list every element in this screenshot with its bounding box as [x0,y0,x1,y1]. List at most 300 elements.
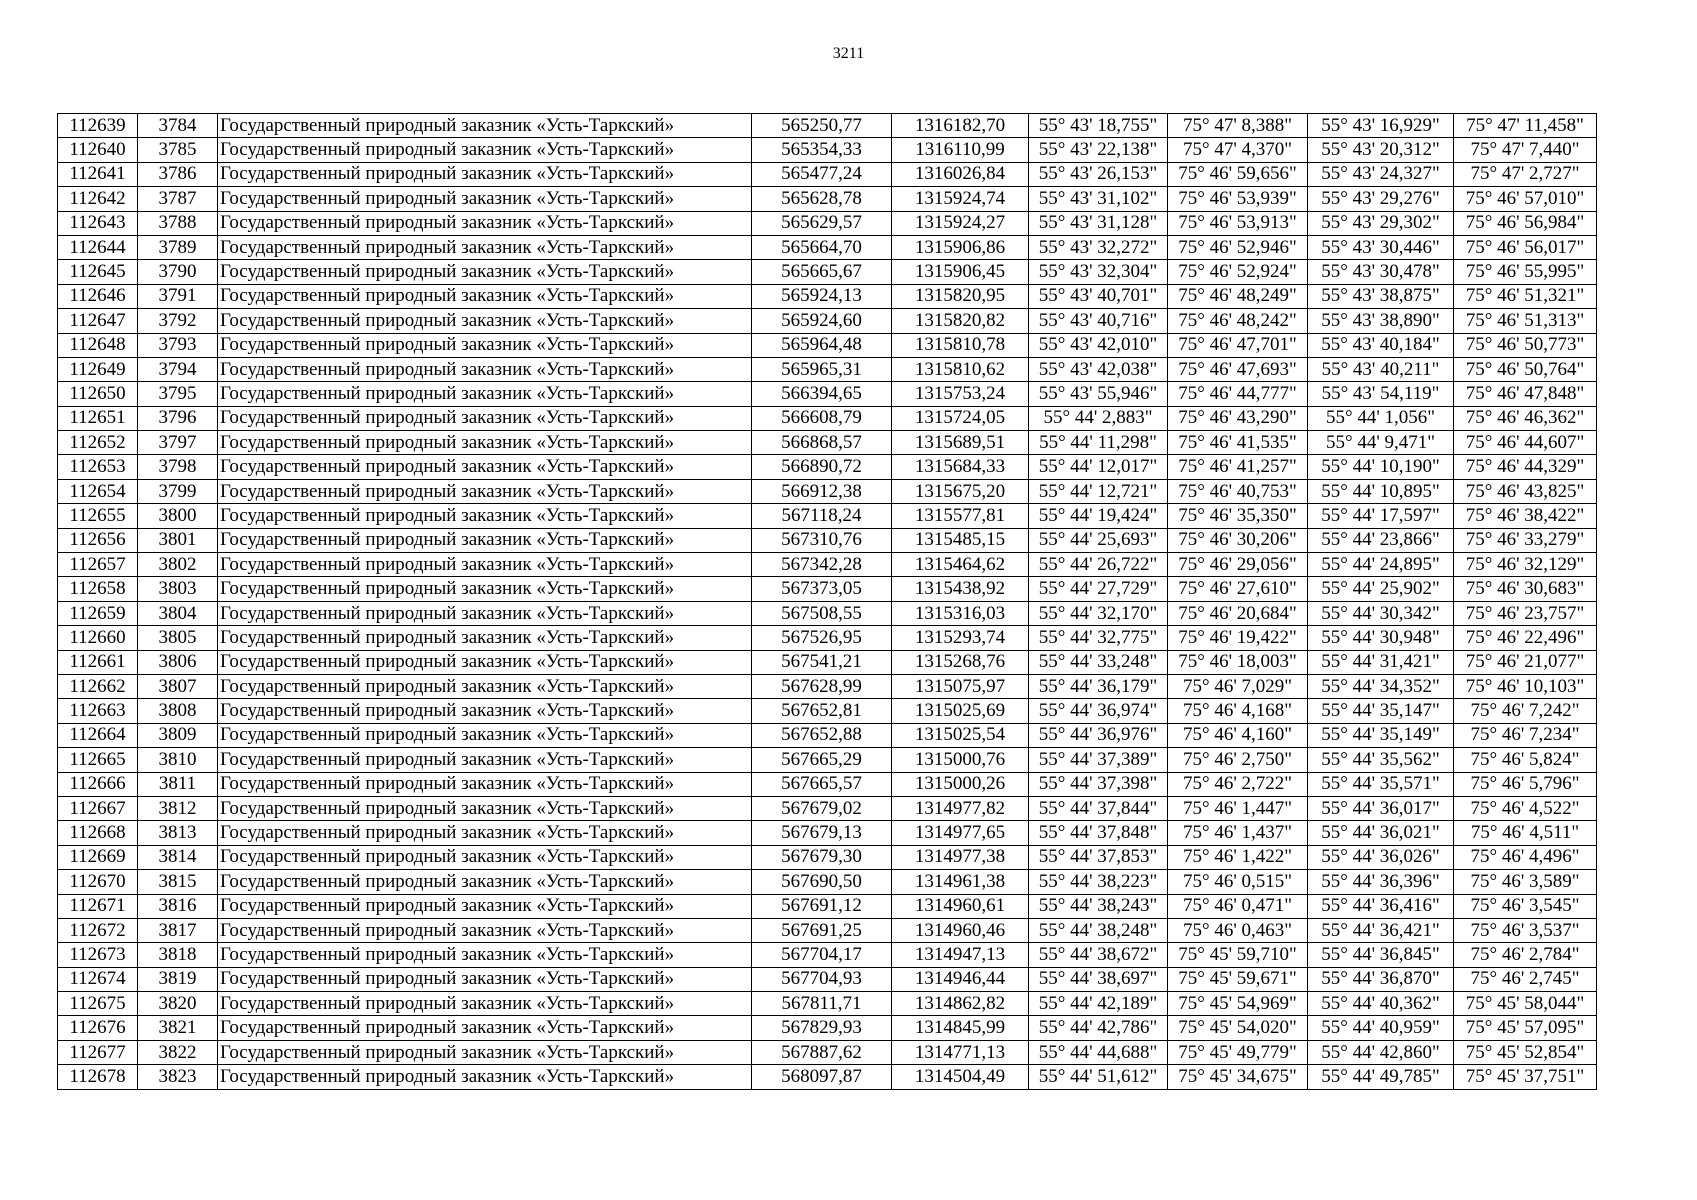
longitude-2-cell: 75° 46' 57,010" [1454,187,1597,211]
longitude-1-cell: 75° 46' 47,701" [1168,333,1308,357]
latitude-2-cell: 55° 43' 40,211" [1308,357,1454,381]
longitude-2-cell: 75° 46' 50,773" [1454,333,1597,357]
latitude-2-cell: 55° 44' 36,421" [1308,918,1454,942]
longitude-1-cell: 75° 45' 59,671" [1168,967,1308,991]
latitude-1-cell: 55° 44' 51,612" [1029,1065,1168,1089]
object-name-cell: Государственный природный заказник «Усть-Таркский» [218,992,752,1016]
latitude-1-cell: 55° 43' 31,102" [1029,187,1168,211]
object-name-cell: Государственный природный заказник «Усть-Таркский» [218,357,752,381]
point-number-cell: 3821 [138,1016,218,1040]
latitude-2-cell: 55° 44' 17,597" [1308,504,1454,528]
coordinate-x-cell: 566394,65 [752,382,892,406]
row-number-cell: 112671 [58,894,138,918]
longitude-2-cell: 75° 46' 43,825" [1454,479,1597,503]
row-number-cell: 112659 [58,601,138,625]
longitude-1-cell: 75° 45' 49,779" [1168,1040,1308,1064]
table-row [58,1040,1597,1064]
latitude-2-cell: 55° 44' 36,870" [1308,967,1454,991]
coordinate-y-cell: 1314977,65 [892,821,1029,845]
row-number-cell: 112645 [58,260,138,284]
object-name-cell: Государственный природный заказник «Усть-Таркский» [218,406,752,430]
latitude-2-cell: 55° 44' 34,352" [1308,674,1454,698]
latitude-2-cell: 55° 44' 24,895" [1308,553,1454,577]
table-row [58,748,1597,772]
longitude-2-cell: 75° 45' 58,044" [1454,992,1597,1016]
longitude-1-cell: 75° 46' 53,913" [1168,211,1308,235]
latitude-1-cell: 55° 43' 40,716" [1029,309,1168,333]
latitude-2-cell: 55° 43' 20,312" [1308,138,1454,162]
longitude-1-cell: 75° 46' 30,206" [1168,528,1308,552]
longitude-1-cell: 75° 46' 43,290" [1168,406,1308,430]
table-row [58,772,1597,796]
table-row [58,650,1597,674]
latitude-2-cell: 55° 43' 29,302" [1308,211,1454,235]
longitude-1-cell: 75° 46' 7,029" [1168,674,1308,698]
longitude-2-cell: 75° 46' 22,496" [1454,626,1597,650]
longitude-2-cell: 75° 46' 2,745" [1454,967,1597,991]
object-name-cell: Государственный природный заказник «Усть-Таркский» [218,162,752,186]
latitude-1-cell: 55° 43' 26,153" [1029,162,1168,186]
point-number-cell: 3803 [138,577,218,601]
table-row [58,943,1597,967]
row-number-cell: 112674 [58,967,138,991]
longitude-2-cell: 75° 46' 46,362" [1454,406,1597,430]
object-name-cell: Государственный природный заказник «Усть-Таркский» [218,455,752,479]
latitude-1-cell: 55° 44' 32,775" [1029,626,1168,650]
object-name-cell: Государственный природный заказник «Усть-Таркский» [218,967,752,991]
latitude-2-cell: 55° 43' 29,276" [1308,187,1454,211]
point-number-cell: 3789 [138,235,218,259]
object-name-cell: Государственный природный заказник «Усть-Таркский» [218,528,752,552]
coordinate-x-cell: 567652,81 [752,699,892,723]
point-number-cell: 3784 [138,114,218,138]
coordinate-x-cell: 567704,17 [752,943,892,967]
coordinate-y-cell: 1315753,24 [892,382,1029,406]
latitude-2-cell: 55° 43' 38,875" [1308,284,1454,308]
object-name-cell: Государственный природный заказник «Усть-Таркский» [218,821,752,845]
latitude-2-cell: 55° 44' 36,017" [1308,796,1454,820]
coordinate-x-cell: 567829,93 [752,1016,892,1040]
longitude-1-cell: 75° 46' 18,003" [1168,650,1308,674]
latitude-1-cell: 55° 44' 19,424" [1029,504,1168,528]
longitude-1-cell: 75° 46' 29,056" [1168,553,1308,577]
table-body [58,114,1597,1090]
point-number-cell: 3799 [138,479,218,503]
point-number-cell: 3804 [138,601,218,625]
point-number-cell: 3796 [138,406,218,430]
row-number-cell: 112667 [58,796,138,820]
longitude-1-cell: 75° 46' 1,437" [1168,821,1308,845]
row-number-cell: 112668 [58,821,138,845]
longitude-2-cell: 75° 46' 4,511" [1454,821,1597,845]
longitude-1-cell: 75° 46' 0,471" [1168,894,1308,918]
table-row [58,333,1597,357]
latitude-1-cell: 55° 44' 37,398" [1029,772,1168,796]
table-row [58,528,1597,552]
longitude-2-cell: 75° 46' 7,234" [1454,723,1597,747]
point-number-cell: 3816 [138,894,218,918]
point-number-cell: 3792 [138,309,218,333]
object-name-cell: Государственный природный заказник «Усть-Таркский» [218,626,752,650]
coordinate-y-cell: 1314977,82 [892,796,1029,820]
coordinate-y-cell: 1315689,51 [892,431,1029,455]
latitude-1-cell: 55° 43' 42,038" [1029,357,1168,381]
coordinate-x-cell: 565964,48 [752,333,892,357]
longitude-1-cell: 75° 46' 48,242" [1168,309,1308,333]
coordinate-y-cell: 1314946,44 [892,967,1029,991]
latitude-2-cell: 55° 44' 31,421" [1308,650,1454,674]
coordinate-x-cell: 567679,13 [752,821,892,845]
table-row [58,260,1597,284]
row-number-cell: 112655 [58,504,138,528]
coordinate-y-cell: 1315724,05 [892,406,1029,430]
object-name-cell: Государственный природный заказник «Усть-Таркский» [218,235,752,259]
longitude-2-cell: 75° 46' 23,757" [1454,601,1597,625]
coordinate-x-cell: 566912,38 [752,479,892,503]
object-name-cell: Государственный природный заказник «Усть-Таркский» [218,577,752,601]
row-number-cell: 112663 [58,699,138,723]
table-row [58,114,1597,138]
point-number-cell: 3814 [138,845,218,869]
latitude-1-cell: 55° 44' 42,189" [1029,992,1168,1016]
longitude-2-cell: 75° 45' 52,854" [1454,1040,1597,1064]
latitude-2-cell: 55° 44' 10,190" [1308,455,1454,479]
object-name-cell: Государственный природный заказник «Усть-Таркский» [218,1040,752,1064]
latitude-2-cell: 55° 44' 35,147" [1308,699,1454,723]
longitude-2-cell: 75° 46' 4,522" [1454,796,1597,820]
point-number-cell: 3819 [138,967,218,991]
latitude-2-cell: 55° 44' 42,860" [1308,1040,1454,1064]
row-number-cell: 112639 [58,114,138,138]
longitude-2-cell: 75° 46' 44,329" [1454,455,1597,479]
row-number-cell: 112650 [58,382,138,406]
latitude-1-cell: 55° 44' 11,298" [1029,431,1168,455]
longitude-2-cell: 75° 47' 2,727" [1454,162,1597,186]
latitude-1-cell: 55° 44' 37,389" [1029,748,1168,772]
point-number-cell: 3810 [138,748,218,772]
coordinate-x-cell: 567342,28 [752,553,892,577]
longitude-2-cell: 75° 46' 47,848" [1454,382,1597,406]
latitude-1-cell: 55° 44' 27,729" [1029,577,1168,601]
longitude-1-cell: 75° 46' 59,656" [1168,162,1308,186]
latitude-2-cell: 55° 43' 40,184" [1308,333,1454,357]
coordinate-y-cell: 1315906,86 [892,235,1029,259]
latitude-1-cell: 55° 44' 38,243" [1029,894,1168,918]
latitude-2-cell: 55° 44' 49,785" [1308,1065,1454,1089]
coordinate-x-cell: 567526,95 [752,626,892,650]
point-number-cell: 3818 [138,943,218,967]
latitude-2-cell: 55° 43' 38,890" [1308,309,1454,333]
table-row [58,699,1597,723]
longitude-2-cell: 75° 47' 11,458" [1454,114,1597,138]
table-row [58,553,1597,577]
latitude-2-cell: 55° 43' 16,929" [1308,114,1454,138]
object-name-cell: Государственный природный заказник «Усть-Таркский» [218,309,752,333]
longitude-1-cell: 75° 47' 4,370" [1168,138,1308,162]
row-number-cell: 112661 [58,650,138,674]
coordinate-x-cell: 567628,99 [752,674,892,698]
coordinate-y-cell: 1315025,69 [892,699,1029,723]
object-name-cell: Государственный природный заказник «Усть-Таркский» [218,894,752,918]
point-number-cell: 3790 [138,260,218,284]
longitude-1-cell: 75° 46' 44,777" [1168,382,1308,406]
latitude-1-cell: 55° 44' 38,697" [1029,967,1168,991]
point-number-cell: 3786 [138,162,218,186]
longitude-2-cell: 75° 46' 56,984" [1454,211,1597,235]
row-number-cell: 112658 [58,577,138,601]
object-name-cell: Государственный природный заказник «Усть-Таркский» [218,943,752,967]
latitude-2-cell: 55° 44' 23,866" [1308,528,1454,552]
row-number-cell: 112677 [58,1040,138,1064]
latitude-1-cell: 55° 44' 2,883" [1029,406,1168,430]
longitude-2-cell: 75° 46' 33,279" [1454,528,1597,552]
coordinate-y-cell: 1315675,20 [892,479,1029,503]
longitude-1-cell: 75° 45' 34,675" [1168,1065,1308,1089]
table-row [58,992,1597,1016]
page-number: 3211 [832,45,865,62]
coordinate-y-cell: 1315924,27 [892,211,1029,235]
latitude-1-cell: 55° 43' 32,304" [1029,260,1168,284]
point-number-cell: 3787 [138,187,218,211]
row-number-cell: 112646 [58,284,138,308]
longitude-2-cell: 75° 46' 3,545" [1454,894,1597,918]
latitude-2-cell: 55° 44' 30,342" [1308,601,1454,625]
longitude-1-cell: 75° 46' 4,168" [1168,699,1308,723]
table-row [58,162,1597,186]
longitude-2-cell: 75° 46' 2,784" [1454,943,1597,967]
coordinate-y-cell: 1314771,13 [892,1040,1029,1064]
point-number-cell: 3788 [138,211,218,235]
longitude-2-cell: 75° 46' 21,077" [1454,650,1597,674]
row-number-cell: 112662 [58,674,138,698]
object-name-cell: Государственный природный заказник «Усть-Таркский» [218,260,752,284]
point-number-cell: 3811 [138,772,218,796]
object-name-cell: Государственный природный заказник «Усть-Таркский» [218,601,752,625]
point-number-cell: 3805 [138,626,218,650]
table-row [58,870,1597,894]
latitude-2-cell: 55° 44' 36,396" [1308,870,1454,894]
table-row [58,138,1597,162]
coordinate-y-cell: 1316110,99 [892,138,1029,162]
coordinate-y-cell: 1315485,15 [892,528,1029,552]
latitude-2-cell: 55° 44' 30,948" [1308,626,1454,650]
longitude-2-cell: 75° 46' 44,607" [1454,431,1597,455]
coordinate-y-cell: 1314845,99 [892,1016,1029,1040]
coordinate-y-cell: 1314961,38 [892,870,1029,894]
object-name-cell: Государственный природный заказник «Усть-Таркский» [218,504,752,528]
coordinate-x-cell: 565664,70 [752,235,892,259]
point-number-cell: 3807 [138,674,218,698]
coordinate-y-cell: 1315820,82 [892,309,1029,333]
longitude-1-cell: 75° 46' 52,946" [1168,235,1308,259]
point-number-cell: 3813 [138,821,218,845]
coordinate-y-cell: 1314960,46 [892,918,1029,942]
latitude-1-cell: 55° 44' 42,786" [1029,1016,1168,1040]
longitude-1-cell: 75° 46' 1,422" [1168,845,1308,869]
latitude-1-cell: 55° 43' 42,010" [1029,333,1168,357]
object-name-cell: Государственный природный заказник «Усть-Таркский» [218,187,752,211]
longitude-2-cell: 75° 47' 7,440" [1454,138,1597,162]
object-name-cell: Государственный природный заказник «Усть-Таркский» [218,748,752,772]
coordinate-y-cell: 1314960,61 [892,894,1029,918]
longitude-1-cell: 75° 46' 35,350" [1168,504,1308,528]
object-name-cell: Государственный природный заказник «Усть-Таркский» [218,431,752,455]
coordinate-x-cell: 565965,31 [752,357,892,381]
longitude-1-cell: 75° 46' 1,447" [1168,796,1308,820]
longitude-2-cell: 75° 46' 7,242" [1454,699,1597,723]
latitude-1-cell: 55° 43' 18,755" [1029,114,1168,138]
longitude-2-cell: 75° 46' 30,683" [1454,577,1597,601]
coordinate-y-cell: 1315577,81 [892,504,1029,528]
latitude-2-cell: 55° 43' 54,119" [1308,382,1454,406]
object-name-cell: Государственный природный заказник «Усть-Таркский» [218,796,752,820]
latitude-1-cell: 55° 44' 33,248" [1029,650,1168,674]
row-number-cell: 112644 [58,235,138,259]
coordinate-y-cell: 1315025,54 [892,723,1029,747]
point-number-cell: 3800 [138,504,218,528]
longitude-2-cell: 75° 46' 5,796" [1454,772,1597,796]
row-number-cell: 112652 [58,431,138,455]
coordinate-y-cell: 1315820,95 [892,284,1029,308]
row-number-cell: 112653 [58,455,138,479]
coordinate-x-cell: 566608,79 [752,406,892,430]
longitude-1-cell: 75° 45' 59,710" [1168,943,1308,967]
row-number-cell: 112642 [58,187,138,211]
table-row [58,504,1597,528]
latitude-1-cell: 55° 43' 32,272" [1029,235,1168,259]
row-number-cell: 112672 [58,918,138,942]
object-name-cell: Государственный природный заказник «Усть-Таркский» [218,723,752,747]
object-name-cell: Государственный природный заказник «Усть-Таркский» [218,699,752,723]
latitude-1-cell: 55° 43' 40,701" [1029,284,1168,308]
latitude-1-cell: 55° 44' 38,223" [1029,870,1168,894]
latitude-1-cell: 55° 44' 25,693" [1029,528,1168,552]
latitude-1-cell: 55° 44' 38,672" [1029,943,1168,967]
table-row [58,601,1597,625]
point-number-cell: 3785 [138,138,218,162]
point-number-cell: 3822 [138,1040,218,1064]
latitude-2-cell: 55° 43' 24,327" [1308,162,1454,186]
table-row [58,796,1597,820]
coordinate-y-cell: 1315075,97 [892,674,1029,698]
coordinate-y-cell: 1315000,76 [892,748,1029,772]
table-row [58,455,1597,479]
row-number-cell: 112648 [58,333,138,357]
table-row [58,479,1597,503]
point-number-cell: 3793 [138,333,218,357]
latitude-2-cell: 55° 44' 36,026" [1308,845,1454,869]
latitude-1-cell: 55° 44' 36,974" [1029,699,1168,723]
longitude-2-cell: 75° 46' 51,313" [1454,309,1597,333]
row-number-cell: 112660 [58,626,138,650]
row-number-cell: 112673 [58,943,138,967]
latitude-2-cell: 55° 44' 25,902" [1308,577,1454,601]
longitude-2-cell: 75° 46' 51,321" [1454,284,1597,308]
row-number-cell: 112643 [58,211,138,235]
coordinate-x-cell: 567541,21 [752,650,892,674]
latitude-1-cell: 55° 44' 12,017" [1029,455,1168,479]
longitude-1-cell: 75° 46' 27,610" [1168,577,1308,601]
longitude-1-cell: 75° 46' 41,535" [1168,431,1308,455]
point-number-cell: 3817 [138,918,218,942]
point-number-cell: 3815 [138,870,218,894]
latitude-1-cell: 55° 44' 37,848" [1029,821,1168,845]
coordinate-x-cell: 565629,57 [752,211,892,235]
longitude-1-cell: 75° 46' 48,249" [1168,284,1308,308]
table-row [58,894,1597,918]
coordinate-x-cell: 567690,50 [752,870,892,894]
latitude-1-cell: 55° 44' 12,721" [1029,479,1168,503]
table-row [58,382,1597,406]
longitude-2-cell: 75° 45' 37,751" [1454,1065,1597,1089]
table-row [58,406,1597,430]
object-name-cell: Государственный природный заказник «Усть-Таркский» [218,845,752,869]
longitude-1-cell: 75° 45' 54,969" [1168,992,1308,1016]
point-number-cell: 3802 [138,553,218,577]
latitude-2-cell: 55° 44' 10,895" [1308,479,1454,503]
coordinate-y-cell: 1315438,92 [892,577,1029,601]
table-row [58,357,1597,381]
latitude-1-cell: 55° 44' 36,976" [1029,723,1168,747]
table-row [58,309,1597,333]
coordinate-x-cell: 567508,55 [752,601,892,625]
row-number-cell: 112666 [58,772,138,796]
coordinate-y-cell: 1316182,70 [892,114,1029,138]
coordinate-y-cell: 1316026,84 [892,162,1029,186]
coordinate-x-cell: 567679,02 [752,796,892,820]
coordinate-x-cell: 567665,29 [752,748,892,772]
coordinate-x-cell: 568097,87 [752,1065,892,1089]
longitude-1-cell: 75° 46' 47,693" [1168,357,1308,381]
point-number-cell: 3812 [138,796,218,820]
coordinate-y-cell: 1315810,78 [892,333,1029,357]
latitude-2-cell: 55° 44' 36,416" [1308,894,1454,918]
latitude-2-cell: 55° 44' 40,959" [1308,1016,1454,1040]
longitude-2-cell: 75° 46' 50,764" [1454,357,1597,381]
object-name-cell: Государственный природный заказник «Усть-Таркский» [218,479,752,503]
latitude-2-cell: 55° 44' 40,362" [1308,992,1454,1016]
longitude-2-cell: 75° 46' 3,537" [1454,918,1597,942]
coordinate-x-cell: 566868,57 [752,431,892,455]
object-name-cell: Государственный природный заказник «Усть-Таркский» [218,333,752,357]
coordinate-x-cell: 567887,62 [752,1040,892,1064]
table-row [58,431,1597,455]
coordinate-y-cell: 1314862,82 [892,992,1029,1016]
longitude-1-cell: 75° 46' 0,515" [1168,870,1308,894]
object-name-cell: Государственный природный заказник «Усть-Таркский» [218,211,752,235]
latitude-2-cell: 55° 44' 35,571" [1308,772,1454,796]
point-number-cell: 3791 [138,284,218,308]
table-row [58,577,1597,601]
coordinate-x-cell: 567373,05 [752,577,892,601]
table-row [58,235,1597,259]
latitude-2-cell: 55° 44' 1,056" [1308,406,1454,430]
object-name-cell: Государственный природный заказник «Усть-Таркский» [218,772,752,796]
latitude-2-cell: 55° 44' 35,149" [1308,723,1454,747]
row-number-cell: 112676 [58,1016,138,1040]
table-row [58,845,1597,869]
coordinate-y-cell: 1314977,38 [892,845,1029,869]
point-number-cell: 3795 [138,382,218,406]
latitude-1-cell: 55° 44' 44,688" [1029,1040,1168,1064]
latitude-1-cell: 55° 44' 37,844" [1029,796,1168,820]
table-row [58,284,1597,308]
point-number-cell: 3820 [138,992,218,1016]
table-row [58,211,1597,235]
coordinate-x-cell: 566890,72 [752,455,892,479]
point-number-cell: 3798 [138,455,218,479]
latitude-1-cell: 55° 44' 37,853" [1029,845,1168,869]
